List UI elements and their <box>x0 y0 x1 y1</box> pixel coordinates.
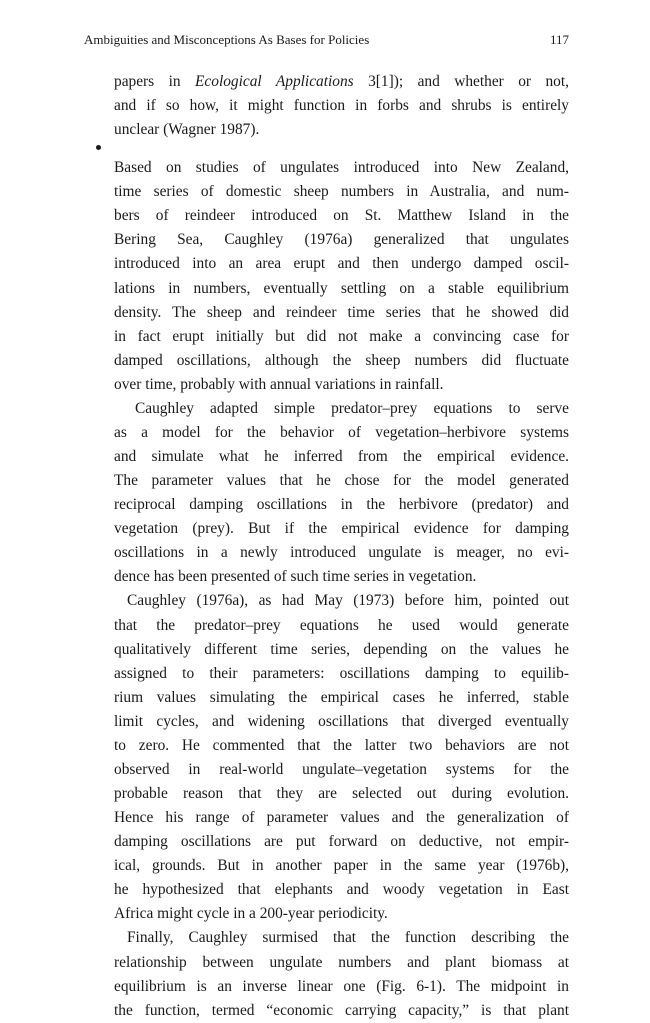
text-line: introduced into an area erupt and then undergo damped oscil- <box>114 255 569 273</box>
text-fragment: papers in <box>114 73 196 90</box>
text-line: Caughley (1976a), as had May (1973) before him, pointed out <box>127 592 569 610</box>
text-line: damping oscillations are put forward on deductive, not empir- <box>114 833 569 851</box>
page-number: 117 <box>549 32 569 47</box>
text-line: Based on studies of ungulates introduced into New Zealand, <box>114 159 569 177</box>
text-line: ical, grounds. But in another paper in the same year (1976b), <box>114 857 569 875</box>
text-line: oscillations in a newly introduced ungulate is meager, no evi- <box>114 544 569 562</box>
text-line: Africa might cycle in a 200-year periodicity. <box>114 905 388 923</box>
running-header-title: Ambiguities and Misconceptions As Bases for Policies <box>84 32 370 47</box>
text-line: in fact erupt initially but did not make a convincing case for <box>114 327 569 345</box>
text-line: relationship between ungulate numbers and plant biomass at <box>114 953 569 971</box>
text-line: Hence his range of parameter values and the generalization of <box>114 809 569 827</box>
text-line: and simulate what he inferred from the empirical evidence. <box>114 448 569 466</box>
text-line: damped oscillations, although the sheep numbers did fluctuate <box>114 351 569 369</box>
text-line <box>114 70 569 94</box>
text-line: as a model for the behavior of vegetation–herbivore systems <box>114 423 569 441</box>
text-line: rium values simulating the empirical cases he inferred, stable <box>114 688 569 706</box>
text-line: reciprocal damping oscillations in the herbivore (predator) and <box>114 496 569 514</box>
text-line: Bering Sea, Caughley (1976a) generalized that ungulates <box>114 231 569 249</box>
text-line: observed in real-world ungulate–vegetation systems for the <box>114 760 569 778</box>
text-line: the function, termed “economic carrying capacity,” is that plant <box>114 1001 569 1019</box>
text-line: density. The sheep and reindeer time series that he showed did <box>114 303 569 321</box>
text-line: dence has been presented of such time series in vegetation. <box>114 568 477 586</box>
text-line: The parameter values that he chose for the model generated <box>114 472 569 490</box>
text-fragment: 3[1]); and whether or not, <box>353 73 569 90</box>
text-line: vegetation (prey). But if the empirical evidence for damping <box>114 520 569 538</box>
text-line: lations in numbers, eventually settling on a stable equilibrium <box>114 279 569 297</box>
text-line: he hypothesized that elephants and woody vegetation in East <box>114 881 569 899</box>
text-line: that the predator–prey equations he used would generate <box>114 616 569 634</box>
text-line: qualitatively different time series, depending on the values he <box>114 640 569 658</box>
text-line: time series of domestic sheep numbers in Australia, and num- <box>114 183 569 201</box>
text-line: over time, probably with annual variations in rainfall. <box>114 375 444 393</box>
text-line: limit cycles, and widening oscillations that diverged eventually <box>114 712 569 730</box>
text-line: probable reason that they are selected out during evolution. <box>114 785 569 803</box>
text-line: assigned to their parameters: oscillations damping to equilib- <box>114 664 569 682</box>
journal-title: Ecological Applications <box>195 73 354 90</box>
text-line: Finally, Caughley surmised that the function describing the <box>127 929 569 947</box>
text-line: to zero. He commented that the latter two behaviors are not <box>114 736 569 754</box>
text-line: bers of reindeer introduced on St. Matthew Island in the <box>114 207 569 225</box>
text-line: Caughley adapted simple predator–prey equations to serve <box>135 399 569 417</box>
text-line: equilibrium is an inverse linear one (Fig. 6-1). The midpoint in <box>114 977 569 995</box>
text-line: and if so how, it might function in forbs and shrubs is entirely <box>114 97 569 115</box>
text-line: unclear (Wagner 1987). <box>114 121 260 139</box>
